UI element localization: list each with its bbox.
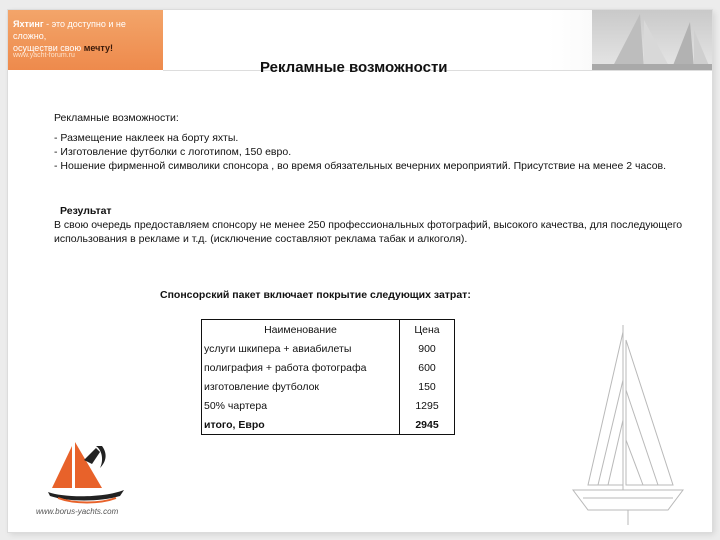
list-item: - Ношение фирменной символики спонсора , во время обязательных вечерних мероприятий. Присутствие на менее 2 часов.	[54, 160, 667, 172]
row-price: 900	[400, 339, 455, 358]
sailboat-logo-icon	[44, 438, 134, 508]
banner-sub: www.yacht-forum.ru	[13, 52, 75, 59]
total-price: 2945	[400, 415, 455, 435]
page-title: Рекламные возможности	[260, 59, 448, 76]
slide	[8, 10, 712, 532]
row-name: полиграфия + работа фотографа	[202, 358, 400, 377]
header-name: Наименование	[202, 320, 400, 340]
table-row	[202, 339, 455, 358]
banner-line-1	[13, 18, 157, 42]
banner-brand: Яхтинг	[13, 19, 44, 29]
row-price: 150	[400, 377, 455, 396]
banner-line2-text: осуществи свою	[13, 43, 84, 53]
banner-line1-text: - это доступно и не сложно,	[13, 19, 126, 41]
table-total-row	[202, 415, 455, 435]
list-item: - Изготовление футболки с логотипом, 150 евро.	[54, 146, 292, 158]
yacht-sketch-icon	[568, 320, 688, 530]
banner-highlight: мечту!	[83, 43, 113, 53]
total-name: итого, Евро	[202, 415, 400, 435]
row-name: услуги шкипера + авиабилеты	[202, 339, 400, 358]
package-heading: Спонсорский пакет включает покрытие следующих затрат:	[160, 289, 471, 301]
list-item: - Размещение наклеек на борту яхты.	[54, 132, 239, 144]
row-name: 50% чартера	[202, 396, 400, 415]
header-banner	[8, 10, 163, 70]
row-name: изготовление футболок	[202, 377, 400, 396]
table-row	[202, 377, 455, 396]
row-price: 1295	[400, 396, 455, 415]
sails-photo-icon	[592, 10, 712, 70]
footer-site: www.borus-yachts.com	[36, 507, 119, 516]
result-text: В свою очередь предоставляем спонсору не менее 250 профессиональных фотографий, высокого качества, для последующего использования в рекламе и т.д. (исключение составляют реклама табак и алкоголя).	[54, 219, 683, 245]
table-row	[202, 396, 455, 415]
result-heading: Результат	[60, 205, 112, 217]
section-heading: Рекламные возможности:	[54, 112, 179, 124]
opportunities-list	[54, 131, 694, 173]
header-price: Цена	[400, 320, 455, 340]
table-row	[202, 358, 455, 377]
cost-table	[201, 319, 455, 435]
row-price: 600	[400, 358, 455, 377]
table-header-row	[202, 320, 455, 340]
